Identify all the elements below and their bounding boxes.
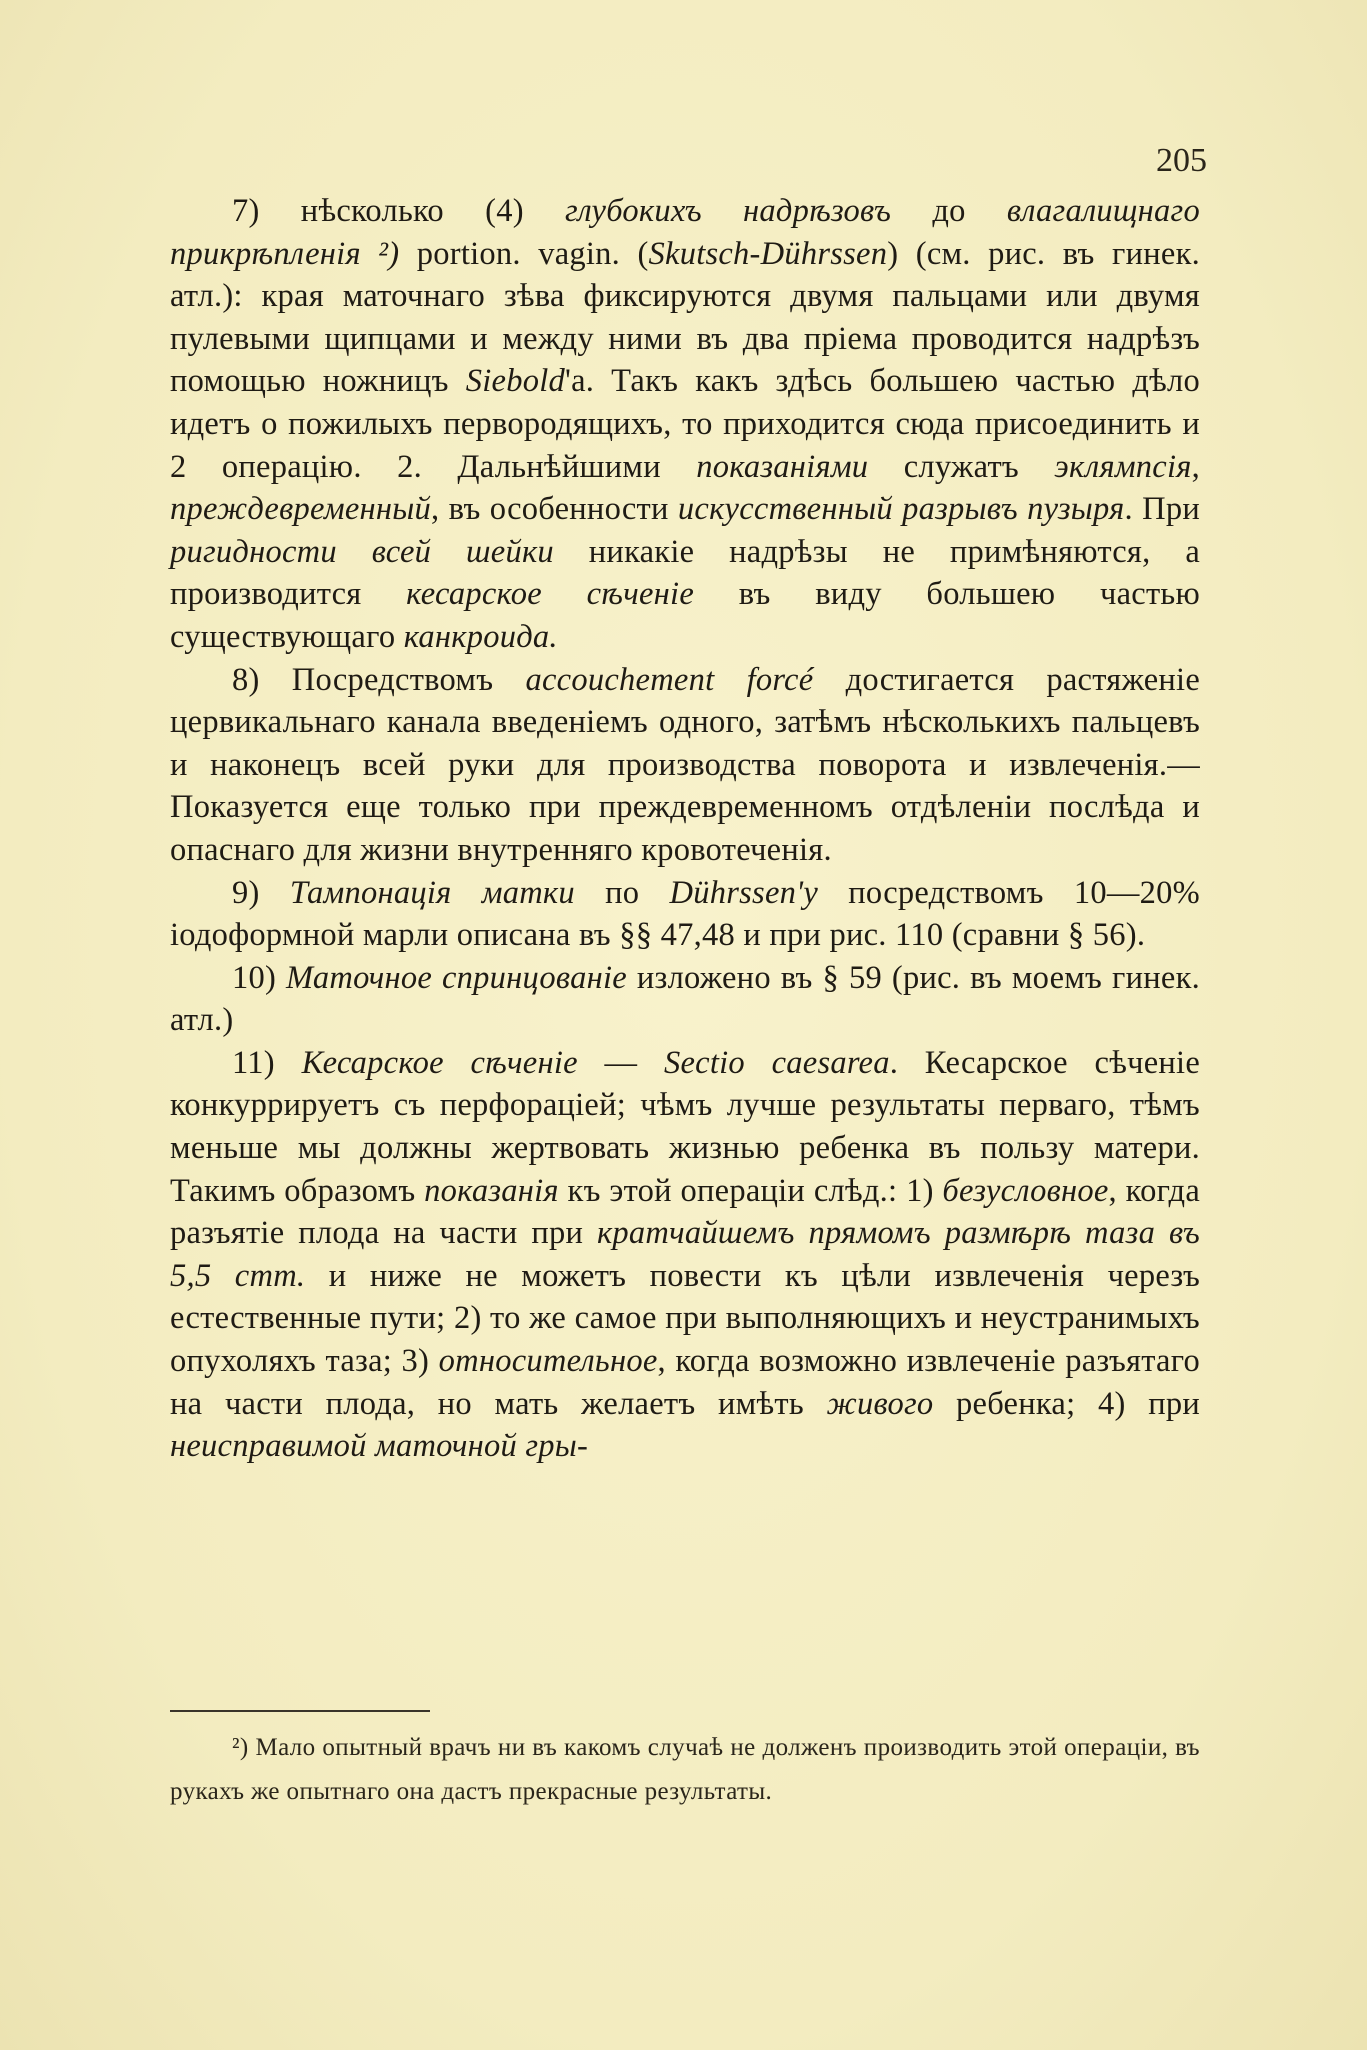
text-run: , [1191,448,1200,485]
italic-text-run: относительное [438,1343,658,1380]
text-run: 'а. Такъ какъ здѣсь большею частью дѣло идетъ о пожилыхъ первородящихъ, то приходится сюда присоединить и 2 операцію. 2. Дальнѣйшими [170,363,1200,485]
italic-text-run: искусственный разрывъ пузыря [677,491,1125,528]
italic-text-run: кратчайшемъ прямомъ размѣрѣ таза въ 5,5 cmm. [170,1215,1200,1294]
text-run: 8) Посредствомъ [232,661,526,698]
text-run: въ виду большею частью существующаго [170,576,1200,655]
italic-text-run: accouchement forcé [525,661,814,698]
italic-text-run: Тампонація матки [289,874,575,911]
text-run: portion. vagin. ( [399,235,649,272]
text-run: . Кесарское сѣченіе конкуррируетъ съ перфораціей; чѣмъ лучше результаты перваго, тѣмъ меньше мы должны жертвовать жизнью ребенка въ пользу матери. Такимъ образомъ [170,1044,1201,1209]
italic-text-run: Кесарское сѣченіе [301,1044,578,1081]
paragraph-9 [170,872,1200,957]
text-run: посредствомъ 10—20% іодоформной марли описана въ §§ 47,48 и при рис. 110 (сравни § 56). [170,874,1200,954]
text-run: . При [1124,491,1200,528]
italic-text-run: Маточное спринцованіе [286,959,627,996]
text-run: ) (см. рис. въ гинек. атл.): края маточнаго зѣва фиксируются двумя пальцами или двумя пулевыми щипцами и между ними въ два пріема проводится надрѣзъ помощью ножницъ [170,235,1200,400]
text-run: , когда возможно извлеченіе разъятаго на части плода, но мать желаетъ имѣть [170,1343,1200,1422]
text-run: служатъ [868,448,1055,485]
paragraph-8 [170,659,1200,872]
italic-text-run: Sectio caesarea [663,1044,890,1081]
italic-text-run: неисправимой маточной гры- [170,1428,589,1465]
italic-text-run: глубокихъ надрѣзовъ [565,193,892,229]
paragraph-7 [170,190,1200,659]
italic-text-run: влагалищнаго прикрѣпленія ²) [170,193,1200,272]
italic-text-run: показанія [424,1172,559,1209]
italic-text-run: показаніями [696,448,869,485]
paragraph-11 [170,1042,1200,1468]
text-run: по [574,874,670,911]
text-run: до [891,193,1007,229]
italic-text-run: канкроида. [403,618,558,655]
text-run: изложено въ § 59 (рис. въ моемъ гинек. атл.) [170,959,1201,1039]
main-text [170,190,1200,1468]
text-run: достигается растяженіе цервикальнаго канала введеніемъ одного, затѣмъ нѣсколькихъ пальцевъ и наконецъ всей руки для производства поворота и извлеченія.—Показуется еще только при преждевременномъ отдѣленіи послѣда и опаснаго для жизни внутренняго кровотеченія. [170,661,1200,868]
text-run: 7) нѣсколько (4) [232,193,566,229]
text-run: — [577,1044,664,1081]
italic-text-run: живого [826,1385,934,1422]
italic-text-run: эклямпсія [1054,448,1192,485]
text-run: никакіе надрѣзы не примѣняются, а производится [170,533,1200,613]
text-run: ребенка; 4) при [933,1385,1200,1422]
text-run: , въ особенности [431,491,678,528]
text-run: 9) [232,874,290,911]
page-number: 205 [1156,142,1207,179]
text-run: 11) [232,1044,302,1081]
paragraph-10 [170,957,1200,1042]
text-run: къ этой операціи слѣд.: 1) [558,1172,943,1209]
text-run: 10) [232,959,287,996]
italic-text-run: кесарское сѣченіе [406,576,694,613]
italic-text-run: Dührssen'у [669,874,818,911]
footnote: ²) Мало опытный врачъ ни въ какомъ случаѣ не долженъ производить этой операціи, въ рукахъ же опытнаго она дастъ прекрасные результаты. [170,1734,1200,1805]
italic-text-run: Siebold [465,363,565,400]
italic-text-run: безусловное [942,1172,1109,1209]
text-run: и ниже не можетъ повести къ цѣли извлеченія черезъ естественные пути; 2) то же самое при выполняющихъ и неустранимыхъ опухоляхъ таза; 3) [170,1257,1201,1380]
footnote-divider [170,1710,430,1712]
text-run: , когда разъятіе плода на части при [170,1172,1200,1252]
italic-text-run: Skutsch-Dührssen [648,235,888,272]
italic-text-run: преждевременный [170,491,432,528]
italic-text-run: ригидности всей шейки [170,533,554,570]
